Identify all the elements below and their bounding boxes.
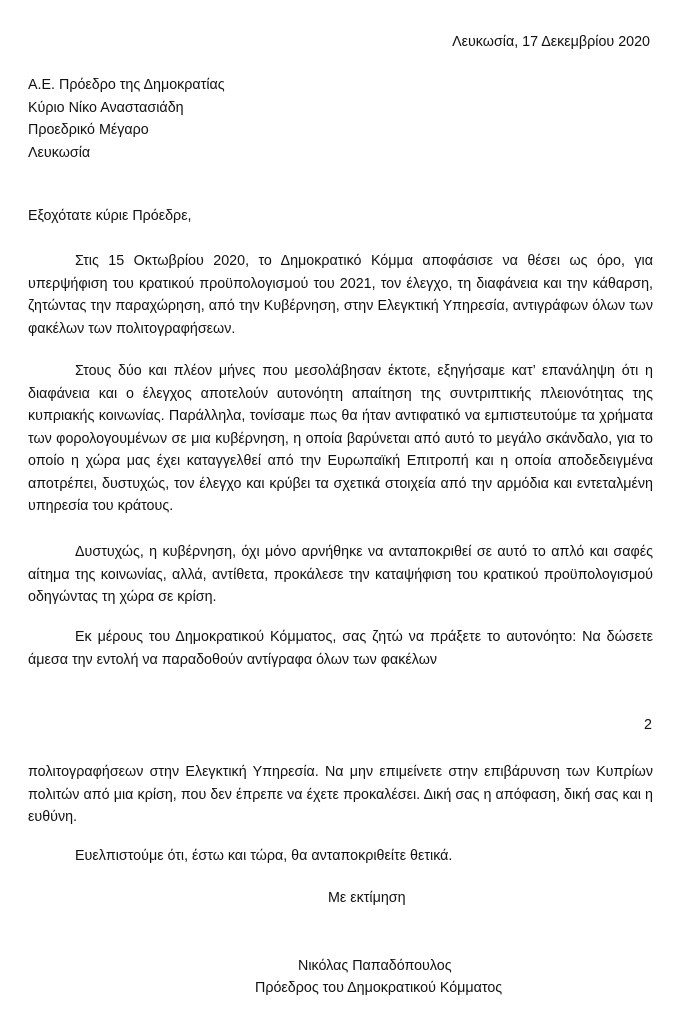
- letter-date: Λευκωσία, 17 Δεκεμβρίου 2020: [452, 34, 650, 50]
- recipient-line-name: Κύριο Νίκο Αναστασιάδη: [28, 99, 184, 116]
- sign-off: Με εκτίμηση: [328, 890, 406, 906]
- body-paragraph-4: Εκ μέρους του Δημοκρατικού Κόμματος, σας ζητώ να πράξετε το αυτονόητο: Να δώσετε άμεσα την εντολή να παραδοθούν αντίγραφα όλων των φακέλων: [28, 629, 653, 668]
- signatory-title: Πρόεδρος του Δημοκρατικού Κόμματος: [255, 980, 503, 996]
- signatory-name: Νικόλας Παπαδόπουλος: [298, 958, 452, 974]
- body-paragraph-3: Δυστυχώς, η κυβέρνηση, όχι μόνο αρνήθηκε να ανταποκριθεί σε αυτό το απλό και σαφές αίτημα της κοινωνίας, αλλά, αντίθετα, προκάλεσε την καταψήφιση του κρατικού προϋπολογισμού οδηγώντας τη χώρα σε κρίση.: [28, 544, 653, 605]
- recipient-line-title: Α.Ε. Πρόεδρο της Δημοκρατίας: [28, 77, 225, 93]
- salutation: Εξοχότατε κύριε Πρόεδρε,: [28, 208, 192, 224]
- body-continuation: πολιτογραφήσεων στην Ελεγκτική Υπηρεσία. Να μην επιμείνετε στην επιβάρυνση των Κυπρίων πολιτών από μια κρίση, που δεν έπρεπε να έχετε προκαλέσει. Δική σας η απόφαση, δική σας και η ευθύνη.: [28, 764, 653, 825]
- page-number: 2: [644, 717, 652, 733]
- body-paragraph-2: Στους δύο και πλέον μήνες που μεσολάβησαν έκτοτε, εξηγήσαμε κατ’ επανάληψη ότι η διαφάνεια και ο έλεγχος αποτελούν αυτονόητη απαίτηση της συντριπτικής πλειονότητας της κυπριακής κοινωνίας. Παράλληλα, τονίσαμε πως θα ήταν αντιφατικό να εμπιστευτούμε τα χρήματα των φορολογουμένων σε μια κυβέρνηση, η οποία βαρύνεται από αυτό το μεγάλο σκάνδαλο, για το οποίο η χώρα μας έχει καταγγελθεί από την Ευρωπαϊκή Επιτροπή και η οποία αποδεδειγμένα αποτρέπει, δυστυχώς, τον έλεγχο και κρύβει τα σχετικά στοιχεία από την αρμόδια και εντεταλμένη υπηρεσία του κράτους.: [28, 363, 653, 514]
- recipient-line-city: Λευκωσία: [28, 144, 91, 161]
- closing-line: Ευελπιστούμε ότι, έστω και τώρα, θα ανταποκριθείτε θετικά.: [75, 848, 453, 864]
- recipient-line-building: Προεδρικό Μέγαρο: [28, 122, 149, 138]
- body-paragraph-1: Στις 15 Οκτωβρίου 2020, το Δημοκρατικό Κόμμα αποφάσισε να θέσει ως όρο, για υπερψήφιση του κρατικού προϋπολογισμού του 2021, τον έλεγχο, τη διαφάνεια και την κάθαρση, ζητώντας την παραχώρηση, από την Κυβέρνηση, στην Ελεγκτική Υπηρεσία, αντιγράφων όλων των φακέλων των πολιτογραφήσεων.: [28, 253, 653, 337]
- recipient-address: [28, 74, 225, 164]
